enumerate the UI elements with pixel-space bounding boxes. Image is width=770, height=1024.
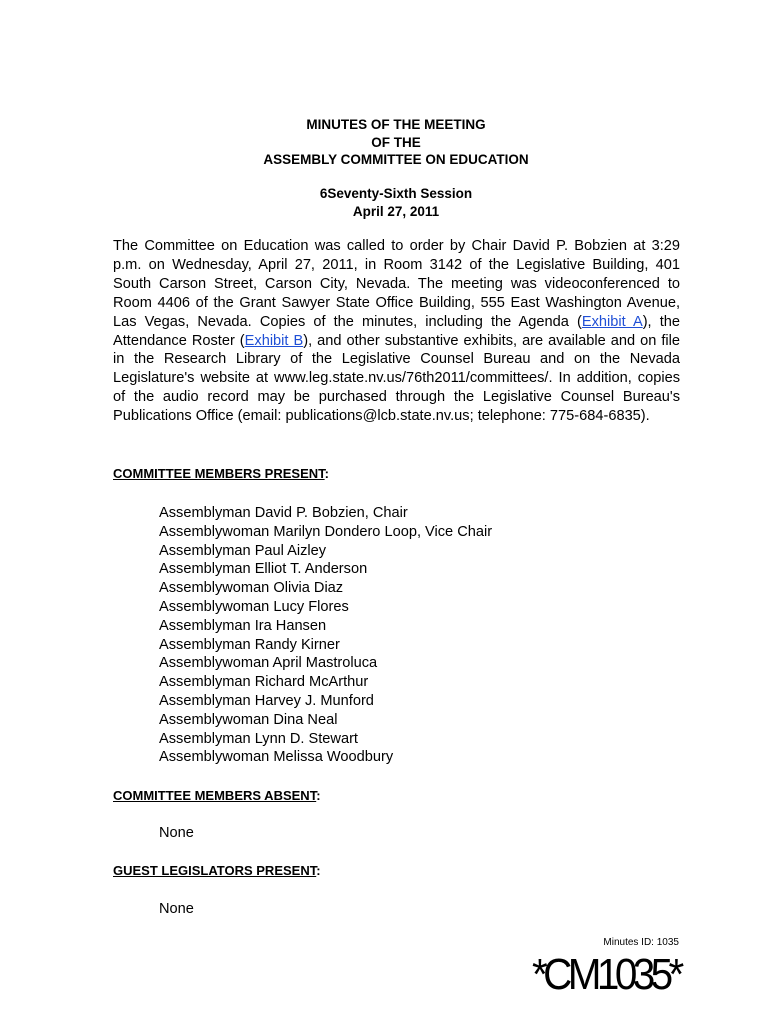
minutes-id: Minutes ID: 1035 — [603, 937, 679, 948]
members-absent-heading — [113, 788, 321, 803]
session-info — [0, 185, 770, 220]
intro-text-2: ), the Attendance Roster ( — [113, 313, 680, 349]
title-line-1: MINUTES OF THE MEETING — [306, 117, 486, 132]
list-item: Assemblywoman Lucy Flores — [159, 598, 349, 615]
heading-colon: : — [316, 788, 321, 803]
intro-text-1: The Committee on Education was called to order by Chair David P. Bobzien at 3:29 p.m. on Wednesday, April 27, 2011, in Room 3142 of the Legislative Building, 401 South Carson Street, Carson City, Nevada. The meeting was videoconferenced to Room 4406 of the Grant Sawyer State Office Building, 555 East Washington Avenue, Las Vegas, Nevada. Copies of the minutes, including the Agenda ( — [113, 238, 680, 330]
list-item: Assemblyman Ira Hansen — [159, 617, 327, 634]
guest-legislators-heading-text: GUEST LEGISLATORS PRESENT — [113, 863, 317, 878]
list-item: Assemblywoman Marilyn Dondero Loop, Vice Chair — [159, 523, 493, 540]
title-line-2: OF THE — [371, 134, 421, 150]
heading-colon: : — [316, 863, 321, 878]
guest-legislators-value: None — [159, 901, 194, 917]
heading-colon: : — [324, 466, 329, 481]
list-item: Assemblyman Richard McArthur — [159, 674, 369, 691]
exhibit-a-link[interactable]: Exhibit A — [581, 313, 643, 330]
list-item: Assemblywoman Dina Neal — [159, 711, 338, 728]
list-item: Assemblywoman Olivia Diaz — [159, 580, 344, 597]
list-item: Assemblywoman April Mastroluca — [159, 655, 378, 672]
intro-paragraph — [113, 237, 680, 426]
members-absent-value: None — [159, 825, 194, 841]
intro-text-3: ), and other substantive exhibits, are available and on file in the Research Library of the Legislative Counsel Bureau and on the Nevada Legislature's website at www.leg.state.nv.us/76th2011/committees/. In addition, copies of the audio record may be purchased through the Legislative Counsel Bureau's Publications Office (email: publications@lcb.state.nv.us; telephone: 775-684-6835). — [113, 332, 680, 425]
session-name: 6Seventy-Sixth Session — [319, 186, 473, 201]
members-present-heading — [113, 466, 329, 481]
list-item: Assemblyman Elliot T. Anderson — [159, 561, 368, 578]
guest-legislators-heading — [113, 863, 321, 878]
document-title — [0, 116, 770, 169]
barcode-code: *CM1035* — [532, 950, 680, 999]
members-present-heading-text: COMMITTEE MEMBERS PRESENT — [113, 466, 325, 481]
list-item: Assemblyman David P. Bobzien, Chair — [159, 505, 408, 521]
list-item: Assemblywoman Melissa Woodbury — [159, 749, 394, 766]
list-item: Assemblyman Randy Kirner — [159, 636, 340, 653]
session-date: April 27, 2011 — [352, 203, 440, 219]
exhibit-b-link[interactable]: Exhibit B — [244, 332, 304, 349]
title-line-3: ASSEMBLY COMMITTEE ON EDUCATION — [263, 152, 529, 167]
list-item: Assemblyman Harvey J. Munford — [159, 692, 374, 709]
members-present-list — [159, 504, 492, 767]
members-absent-heading-text: COMMITTEE MEMBERS ABSENT — [113, 788, 317, 803]
list-item: Assemblyman Lynn D. Stewart — [159, 730, 358, 747]
list-item: Assemblyman Paul Aizley — [159, 542, 327, 559]
